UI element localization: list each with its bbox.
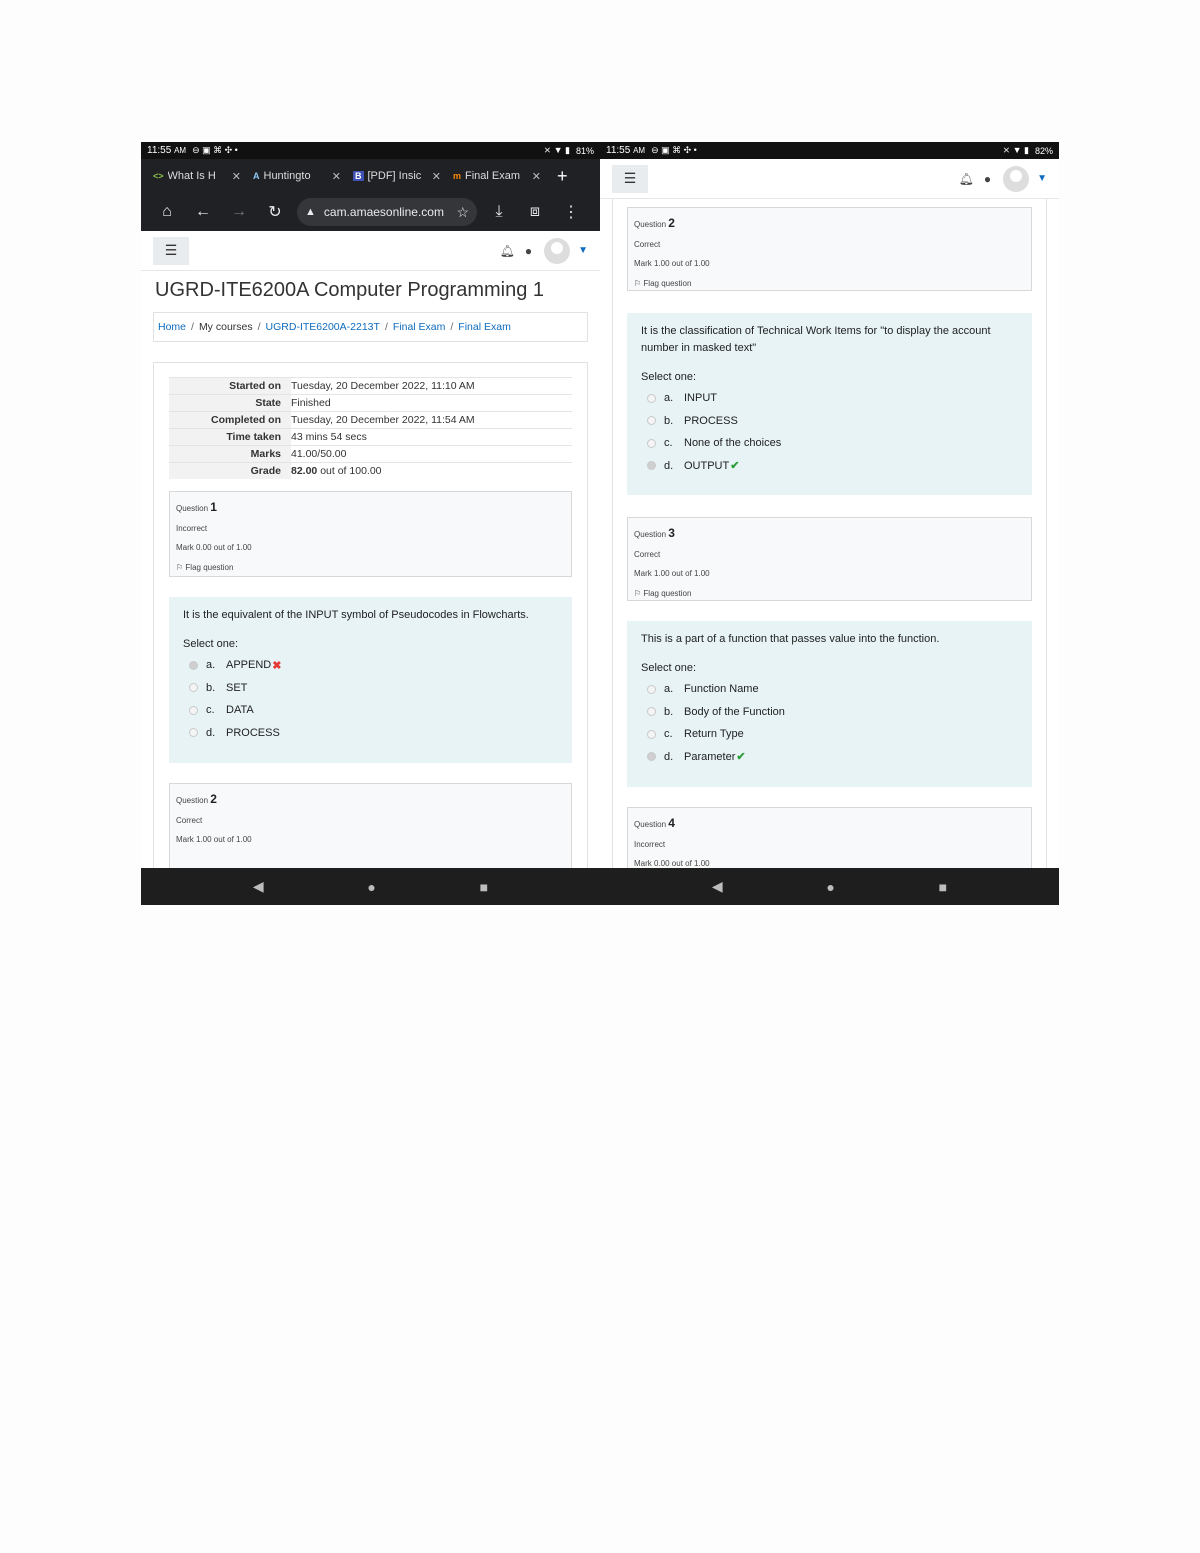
answer-option[interactable]: b. SET — [183, 677, 558, 700]
breadcrumb: Home / My courses / UGRD-ITE6200A-2213T / Final Exam / Final Exam — [153, 312, 588, 342]
question-text: It is the classification of Technical Work Items for "to display the account number in masked text" — [641, 325, 991, 354]
back-triangle-icon[interactable]: ◀ — [252, 878, 264, 894]
question-number: 1 — [210, 500, 217, 514]
answer-option[interactable]: a. APPEND ✖ — [183, 654, 558, 677]
answer-option[interactable]: d. Parameter ✔ — [641, 746, 1018, 769]
answer-option[interactable]: a. INPUT — [641, 387, 1018, 410]
radio-button[interactable] — [647, 752, 656, 761]
browser-tab-strip — [141, 159, 600, 193]
question-mark: Mark 0.00 out of 1.00 — [176, 543, 252, 552]
recents-square-icon[interactable]: ■ — [938, 878, 948, 895]
menu-hamburger-icon[interactable]: ☰ — [612, 165, 648, 193]
attempt-review — [153, 362, 588, 886]
table-row: Completed on Tuesday, 20 December 2022, 11:54 AM — [169, 412, 572, 429]
question-status: Correct — [634, 549, 661, 559]
question-mark: Mark 1.00 out of 1.00 — [634, 259, 710, 268]
question-mark: Mark 1.00 out of 1.00 — [176, 835, 252, 844]
tabs-count-icon[interactable]: ⧈ — [529, 203, 541, 220]
site-navbar — [600, 159, 1059, 199]
right-screenshot — [600, 142, 1059, 905]
battery-level: 81% — [575, 145, 594, 156]
question-info-4: Question 4 Incorrect Mark 0.00 out of 1.00 — [627, 807, 1032, 897]
radio-button[interactable] — [189, 661, 198, 670]
browser-toolbar — [141, 193, 600, 231]
tab-favicon: B — [355, 171, 362, 181]
clock: 11:55 — [606, 145, 631, 156]
flag-question-link[interactable]: ⚐ Flag question — [634, 278, 692, 288]
notifications-bell-icon[interactable]: 🔔︎ — [958, 171, 974, 186]
system-nav-right — [600, 868, 1059, 905]
chevron-down-icon[interactable]: ▼ — [578, 245, 588, 256]
answer-option[interactable]: d. PROCESS — [183, 722, 558, 745]
answer-option[interactable]: b. Body of the Function — [641, 701, 1018, 724]
flag-question-link[interactable]: ⚐ Flag question — [634, 588, 692, 598]
browser-tab[interactable]: B [PDF] Insic ✕ — [355, 170, 441, 183]
question-number: 2 — [668, 216, 675, 230]
status-bar: 11:55 AM ⊖ ▣ ⌘ ✣ • ⨯ ▼ ▮ 82% — [600, 142, 1059, 159]
table-row: Time taken 43 mins 54 secs — [169, 429, 572, 446]
question-status: Incorrect — [176, 523, 208, 533]
answer-option[interactable]: a. Function Name — [641, 678, 1018, 701]
back-arrow-icon[interactable]: ← — [195, 203, 211, 220]
system-navigation-bar — [141, 868, 1059, 905]
select-one-label: Select one: — [641, 371, 697, 383]
question-info-2: Question 2 Correct Mark 1.00 out of 1.00 — [169, 783, 572, 873]
browser-tab[interactable]: <> What Is H ✕ — [153, 170, 241, 183]
forward-arrow-icon[interactable]: → — [231, 203, 247, 220]
question-info-3: Question 3 Correct Mark 1.00 out of 1.00 ⚐ Flag question — [627, 517, 1032, 601]
flag-question-link[interactable]: ⚐ Flag question — [176, 562, 234, 572]
table-row: State Finished — [169, 395, 572, 412]
clock: 11:55 — [147, 145, 172, 156]
system-icons: ⨯ ▼ ▮ — [1002, 145, 1029, 155]
site-navbar — [141, 231, 600, 271]
breadcrumb-final-exam[interactable]: Final Exam — [392, 321, 446, 333]
table-row: Started on Tuesday, 20 December 2022, 11:10 AM — [169, 378, 572, 395]
home-circle-icon[interactable]: ● — [367, 878, 376, 895]
close-tab-icon[interactable]: ✕ — [331, 170, 341, 183]
correct-check-icon: ✔ — [730, 460, 740, 473]
battery-level: 82% — [1034, 145, 1053, 156]
radio-button[interactable] — [647, 461, 656, 470]
breadcrumb-course[interactable]: UGRD-ITE6200A-2213T — [265, 321, 380, 333]
radio-button[interactable] — [647, 730, 656, 739]
select-one-label: Select one: — [641, 662, 697, 674]
radio-button[interactable] — [647, 439, 656, 448]
question-content-1 — [169, 597, 572, 763]
home-circle-icon[interactable]: ● — [826, 878, 835, 895]
recents-square-icon[interactable]: ■ — [479, 878, 489, 895]
notification-icons: ⊖ ▣ ⌘ ✣ • — [651, 145, 697, 155]
correct-check-icon: ✔ — [736, 751, 746, 764]
browser-tab[interactable]: A Huntingto ✕ — [253, 170, 341, 183]
radio-button[interactable] — [647, 707, 656, 716]
flag-icon: ⚐ — [634, 588, 642, 598]
close-tab-icon[interactable]: ✕ — [531, 170, 541, 183]
system-nav-left — [141, 868, 600, 905]
question-number: 2 — [210, 792, 217, 806]
messages-chat-icon[interactable]: ● — [983, 171, 992, 186]
select-one-label: Select one: — [183, 638, 239, 650]
table-row: Grade 82.00 out of 100.00 — [169, 463, 572, 480]
radio-button[interactable] — [647, 685, 656, 694]
question-info-1: Question 1 Incorrect Mark 0.00 out of 1.00 ⚐ Flag question — [169, 491, 572, 577]
question-content-3 — [627, 621, 1032, 787]
close-tab-icon[interactable]: ✕ — [431, 170, 441, 183]
question-number: 3 — [668, 526, 675, 540]
breadcrumb-final-exam-quiz[interactable]: Final Exam — [458, 321, 511, 333]
radio-button[interactable] — [647, 394, 656, 403]
menu-hamburger-icon[interactable]: ☰ — [153, 237, 189, 265]
question-content-2 — [627, 313, 1032, 495]
answer-option[interactable]: c. DATA — [183, 699, 558, 722]
breadcrumb-my-courses: My courses — [198, 321, 253, 333]
messages-chat-icon[interactable]: ● — [524, 243, 533, 258]
warning-icon: ▲ — [305, 206, 316, 218]
avatar[interactable] — [1003, 166, 1029, 192]
tab-favicon: <> — [153, 171, 164, 181]
tab-favicon: m — [453, 171, 462, 181]
more-menu-icon[interactable]: ⋮ — [563, 204, 579, 221]
star-icon[interactable]: ☆ — [456, 203, 469, 220]
question-text: It is the equivalent of the INPUT symbol of Pseudocodes in Flowcharts. — [183, 609, 529, 621]
reload-icon[interactable]: ↻ — [268, 204, 282, 221]
download-icon[interactable]: ⤓ — [495, 203, 503, 220]
question-text: This is a part of a function that passes value into the function. — [641, 633, 940, 645]
radio-button[interactable] — [189, 728, 198, 737]
chevron-down-icon[interactable]: ▼ — [1037, 173, 1047, 184]
home-icon[interactable]: ⌂ — [162, 203, 172, 220]
url-text: cam.amaesonline.com — [323, 205, 444, 219]
tab-favicon: A — [253, 171, 260, 181]
page-title: UGRD-ITE6200A Computer Programming 1 — [155, 279, 545, 301]
left-screenshot — [141, 142, 600, 905]
question-number: 4 — [668, 816, 675, 830]
radio-button[interactable] — [647, 416, 656, 425]
flag-icon: ⚐ — [634, 278, 642, 288]
answer-option[interactable]: c. None of the choices — [641, 432, 1018, 455]
question-mark: Mark 0.00 out of 1.00 — [634, 859, 710, 868]
radio-button[interactable] — [189, 706, 198, 715]
attempt-review — [612, 199, 1047, 905]
status-bar: 11:55 AM ⊖ ▣ ⌘ ✣ • ⨯ ▼ ▮ 81% — [141, 142, 600, 159]
question-mark: Mark 1.00 out of 1.00 — [634, 569, 710, 578]
new-tab-button[interactable]: + — [557, 165, 568, 186]
avatar[interactable] — [544, 238, 570, 264]
address-bar[interactable] — [297, 198, 477, 226]
incorrect-x-icon: ✖ — [272, 659, 282, 672]
notifications-bell-icon[interactable]: 🔔︎ — [499, 243, 515, 258]
answer-option[interactable]: c. Return Type — [641, 723, 1018, 746]
system-icons: ⨯ ▼ ▮ — [543, 145, 570, 155]
question-status: Correct — [634, 239, 661, 249]
table-row: Marks 41.00/50.00 — [169, 446, 572, 463]
attempt-summary-table — [169, 377, 572, 479]
question-status: Correct — [176, 815, 203, 825]
answer-option[interactable]: b. PROCESS — [641, 410, 1018, 433]
close-tab-icon[interactable]: ✕ — [231, 170, 241, 183]
radio-button[interactable] — [189, 683, 198, 692]
question-info-2: Question 2 Correct Mark 1.00 out of 1.00 ⚐ Flag question — [627, 207, 1032, 291]
grade-value: 82.00 — [291, 465, 318, 477]
flag-icon: ⚐ — [176, 562, 184, 572]
question-status: Incorrect — [634, 839, 666, 849]
browser-tab-active[interactable]: m Final Exam ✕ — [453, 170, 541, 183]
back-triangle-icon[interactable]: ◀ — [711, 878, 723, 894]
breadcrumb-home[interactable]: Home — [158, 321, 187, 333]
answer-option[interactable]: d. OUTPUT ✔ — [641, 455, 1018, 478]
notification-icons: ⊖ ▣ ⌘ ✣ • — [192, 145, 238, 155]
